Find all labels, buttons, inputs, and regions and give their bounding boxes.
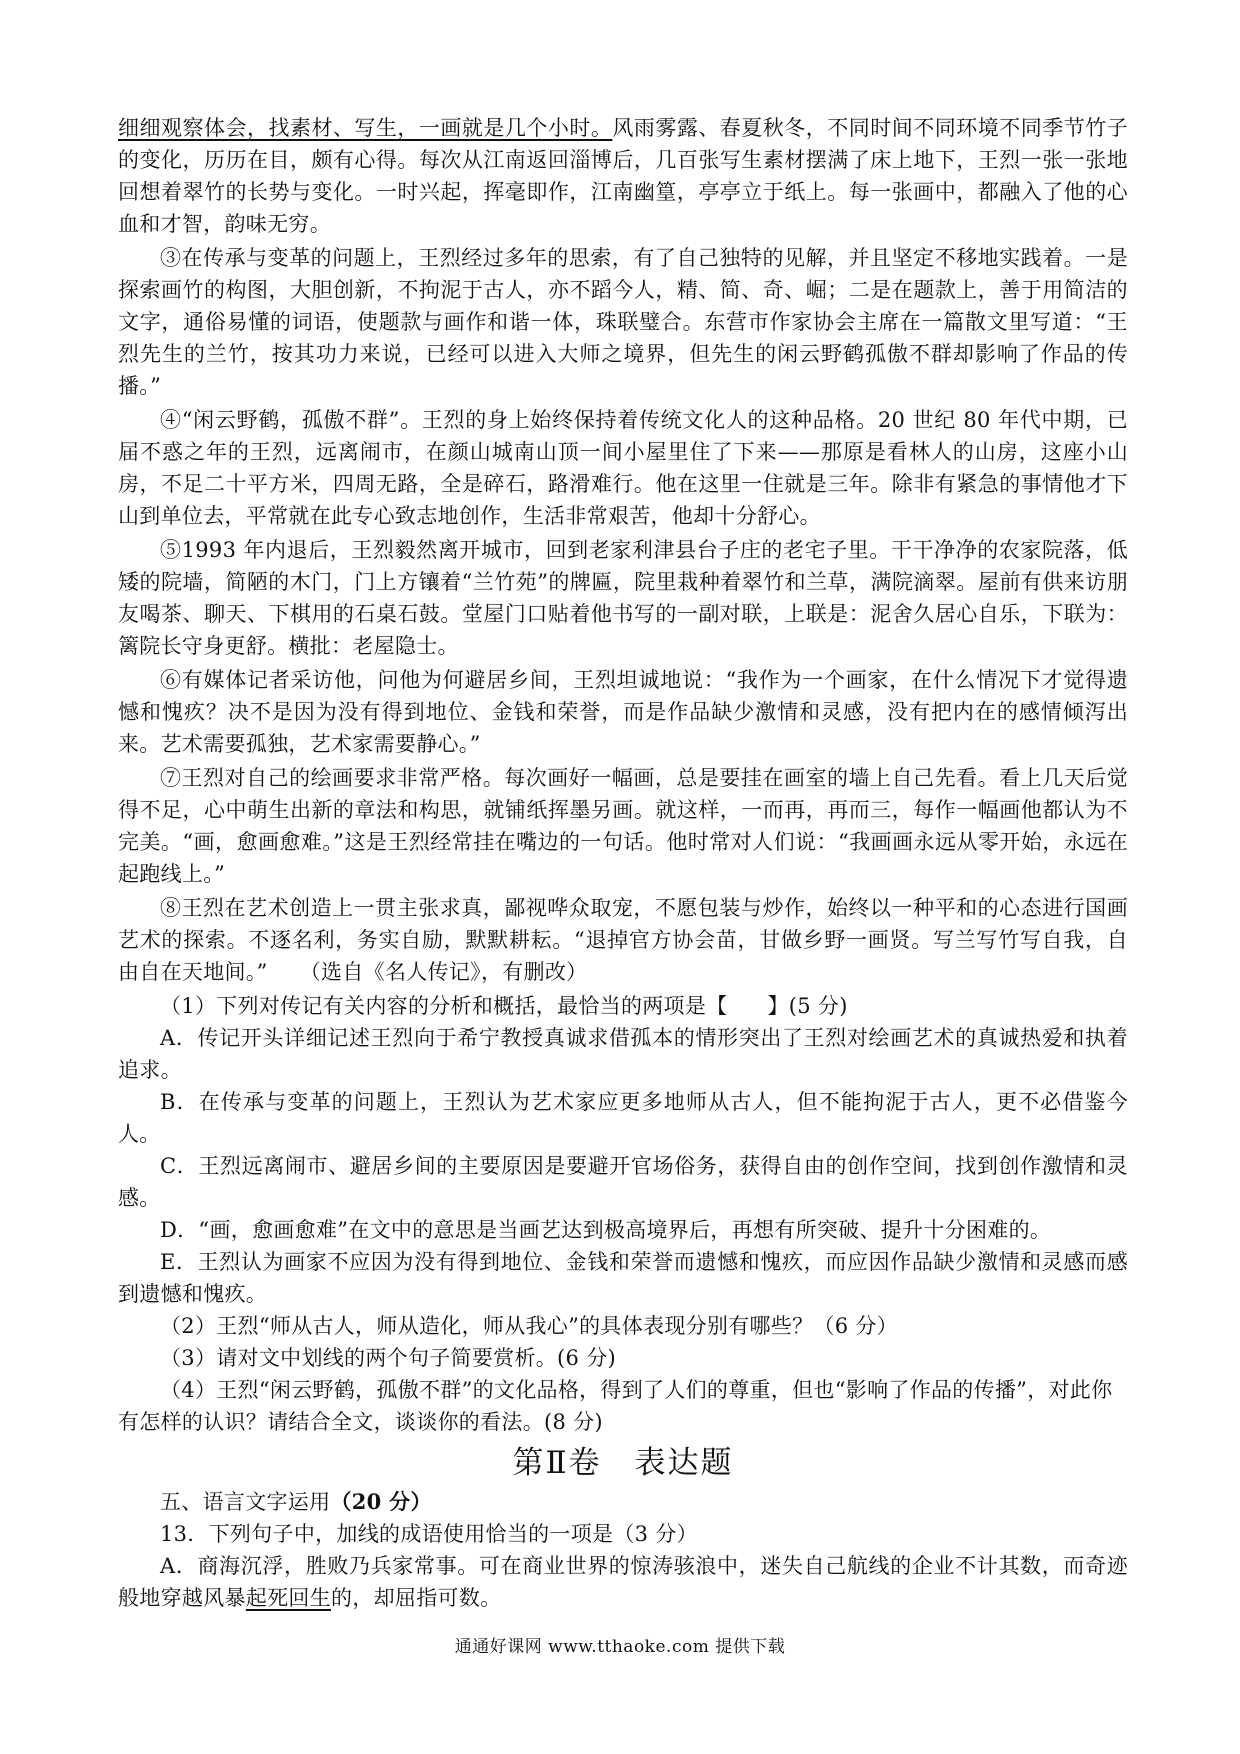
question-score: 】(5 分) <box>767 994 848 1018</box>
option-e: E．王烈认为画家不应因为没有得到地位、金钱和荣誉而遗憾和愧疚，而应因作品缺少激情和灵感而感到遗憾和愧疚。 <box>118 1250 1128 1306</box>
paragraph-text: 风雨雾露、春夏秋冬，不同时间不同环境不同季节竹子的变化，历历在目，颇有心得。每次从江南返回淄博后，几百张写生素材摆满了床上地下，王烈一张一张地回想着翠竹的长势与变化。一时兴起，挥毫即作，江南幽篁，亭亭立于纸上。每一张画中，都融入了他的心血和才智，韵味无穷。 <box>118 116 1128 236</box>
underlined-sentence: 细细观察体会，找素材、写生，一画就是几个小时。 <box>118 116 613 140</box>
page-content <box>118 112 1128 1614</box>
option-d: D．“画，愈画愈难”在文中的意思是当画艺达到极高境界后，再想有所突破、提升十分困难的。 <box>160 1218 1052 1242</box>
question-3: （3）请对文中划线的两个句子简要赏析。(6 分) <box>160 1346 616 1370</box>
passage-paragraph-4: ④“闲云野鹤，孤傲不群”。王烈的身上始终保持着传统文化人的这种品格。20 世纪 80 年代中期，已届不惑之年的王烈，远离闹市，在颜山城南山顶一间小屋里住了下来——那原是看林人的山房，这座小山房，不足二十平方米，四周无路，全是碎石，路滑难行。他在这里一住就是三年。除非有紧急的事情他才下山到单位去，平常就在此专心致志地创作，生活非常艰苦，他却十分舒心。 <box>118 408 1128 528</box>
passage-paragraph-5: ⑤1993 年内退后，王烈毅然离开城市，回到老家利津县台子庄的老宅子里。干干净净的农家院落，低矮的院墙，简陋的木门，门上方镶着“兰竹苑”的牌匾，院里栽种着翠竹和兰草，满院滴翠。屋前有供来访朋友喝茶、聊天、下棋用的石桌石鼓。堂屋门口贴着他书写的一副对联，上联是：泥舍久居心自乐，下联为：篱院长守身更舒。横批：老屋隐士。 <box>118 538 1128 658</box>
footer-credit: 通通好课网 www.tthaoke.com 提供下载 <box>454 1637 786 1657</box>
option-a: A．传记开头详细记述王烈向于希宁教授真诚求借孤本的情形突出了王烈对绘画艺术的真诚热爱和执着追求。 <box>118 1026 1128 1082</box>
option-b: B．在传承与变革的问题上，王烈认为艺术家应更多地师从古人，但不能拘泥于古人，更不必借鉴今人。 <box>118 1090 1128 1146</box>
passage-paragraph-8 <box>118 892 1128 988</box>
underlined-idiom: 起死回生 <box>245 1586 332 1610</box>
option-text-end: 的，却屈指可数。 <box>331 1586 502 1610</box>
part-label: 五、语言文字运用 <box>160 1490 331 1514</box>
part-score: （20 分） <box>330 1489 432 1514</box>
paragraph-text: ⑧王烈在艺术创造上一贯主张求真，鄙视哗众取宠，不愿包装与炒作，始终以一种平和的心态进行国画艺术的探索。不逐名利，务实自励，默默耕耘。“退掉官方协会苗，甘做乡野一画贤。写兰写竹写自我，自由自在天地间。” <box>118 896 1128 984</box>
passage-paragraph-3: ③在传承与变革的问题上，王烈经过多年的思索，有了自己独特的见解，并且坚定不移地实践着。一是探索画竹的构图，大胆创新，不拘泥于古人，亦不蹈今人，精、简、奇、崛；二是在题款上，善于用简洁的文字，通俗易懂的词语，使题款与画作和谐一体，珠联璧合。东营市作家协会主席在一篇散文里写道：“王烈先生的兰竹，按其功力来说，已经可以进入大师之境界，但先生的闲云野鹤孤傲不群却影响了作品的传播。” <box>118 246 1128 398</box>
option-text: A．商海沉浮，胜败乃兵家常事。可在商业世界的惊涛骇浪中，迷失自己航线的企业不计其数，而奇迹般地穿越风暴 <box>118 1554 1128 1610</box>
question-1 <box>118 990 1128 1022</box>
question-text: （1）下列对传记有关内容的分析和概括，最恰当的两项是【 <box>160 994 728 1018</box>
passage-paragraph-2 <box>118 112 1128 240</box>
part-5-heading <box>118 1486 1128 1518</box>
passage-paragraph-7: ⑦王烈对自己的绘画要求非常严格。每次画好一幅画，总是要挂在画室的墙上自己先看。看上几天后觉得不足，心中萌生出新的章法和构思，就铺纸挥墨另画。就这样，一而再，再而三，每作一幅画他都认为不完美。“画，愈画愈难。”这是王烈经常挂在嘴边的一句话。他时常对人们说：“我画画永远从零开始，永远在起跑线上。” <box>118 766 1128 886</box>
question-13-option-a <box>118 1550 1128 1614</box>
section-title: 第Ⅱ卷 表达题 <box>512 1445 734 1481</box>
source-note: （选自《名人传记》，有删改） <box>310 960 588 984</box>
question-13: 13．下列句子中，加线的成语使用恰当的一项是（3 分） <box>160 1522 698 1546</box>
question-2: （2）王烈“师从古人，师从造化，师从我心”的具体表现分别有哪些？（6 分） <box>160 1314 898 1338</box>
question-4: （4）王烈“闲云野鹤，孤傲不群”的文化品格，得到了人们的尊重，但也“影响了作品的传播”，对此你有怎样的认识？请结合全文，谈谈你的看法。(8 分) <box>118 1378 1113 1434</box>
option-c: C．王烈远离闹市、避居乡间的主要原因是要避开官场俗务，获得自由的创作空间，找到创作激情和灵感。 <box>118 1154 1128 1210</box>
passage-paragraph-6: ⑥有媒体记者采访他，问他为何避居乡间，王烈坦诚地说：“我作为一个画家，在什么情况下才觉得遗憾和愧疚？决不是因为没有得到地位、金钱和荣誉，而是作品缺少激情和灵感，没有把内在的感情倾泻出来。艺术需要孤独，艺术家需要静心。” <box>118 668 1128 756</box>
